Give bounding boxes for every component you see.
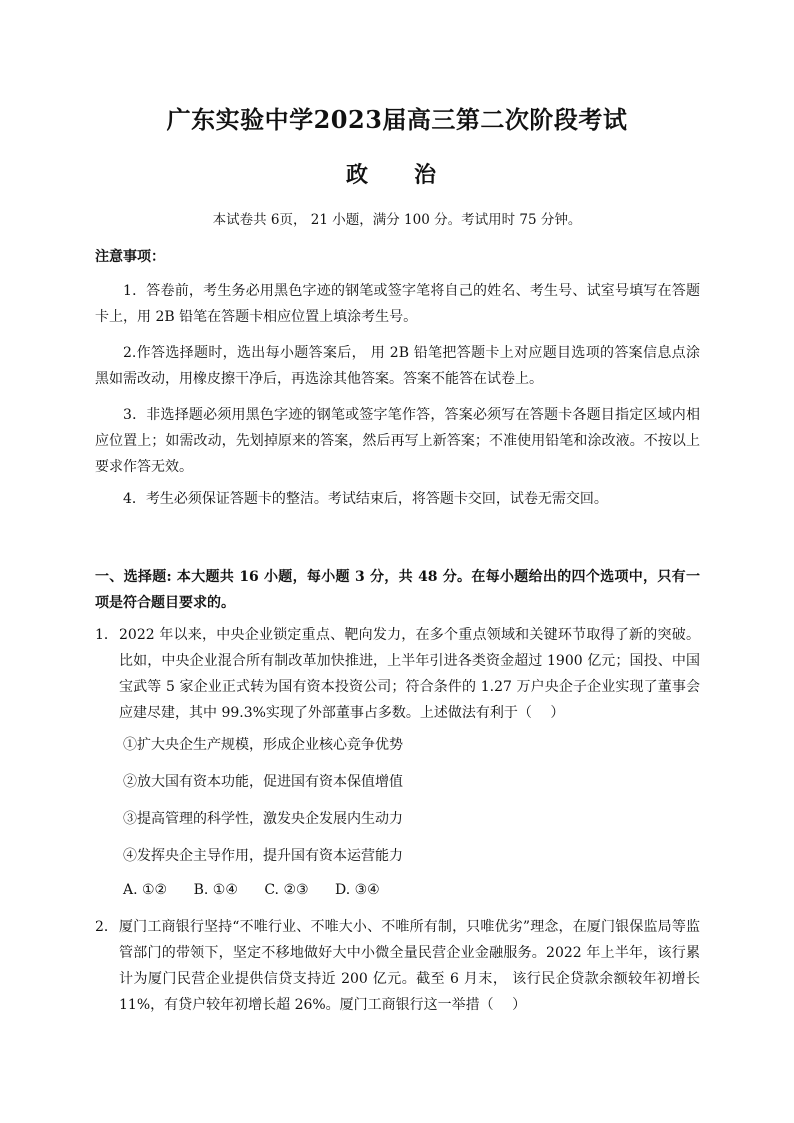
exam-title: 广东实验中学2023届高三第二次阶段考试 (166, 105, 628, 134)
notice-item-4: 4．考生必须保证答题卡的整洁。考试结束后，将答题卡交回，试卷无需交回。 (123, 491, 608, 507)
notice-item-3: 3．非选择题必须用黑色字迹的钢笔或签字笔作答，答案必须写在答题卡各题目指定区域内相应位置上；如需改动，先划掉原来的答案，然后再写上新答案；不准使用铅笔和涂改液。不按以上要求作答无效。 (95, 407, 700, 475)
option-3: ③提高管理的科学性，激发央企发展内生动力 (123, 811, 403, 827)
option-2: ②放大国有资本功能，促进国有资本保值增值 (123, 774, 403, 790)
choice-c: C. ②③ (264, 882, 309, 898)
choice-a: A. ①② (123, 882, 168, 898)
choice-d: D. ③④ (335, 882, 380, 898)
question-stem: 2022 年以来，中央企业锁定重点、靶向发力，在多个重点领域和关键环节取得了新的突破。比如，中央企业混合所有制改革加快推进，上半年引进各类资金超过 1900 亿元；国投、中国宝武等 5 家企业正式转为国有资本投资公司；符合条件的 1.27 万户央企子企业实现了董事会应建尽建，其中 99.3%实现了外部董事占多数。上述做法有利于（ ） (119, 627, 700, 721)
question-number: 2． (95, 919, 118, 935)
question-number: 1． (95, 627, 118, 643)
notice-title: 注意事项： (95, 249, 165, 265)
option-1: ①扩大央企生产规模，形成企业核心竞争优势 (123, 737, 403, 753)
question-stem: 厦门工商银行坚持“不唯行业、不唯大小、不唯所有制，只唯优劣”理念，在厦门银保监局等监管部门的带领下，坚定不移地做好大中小微全量民营企业金融服务。2022 年上半年，该行累计为厦门民营企业提供信贷支持近 200 亿元。截至 6 月末， 该行民企贷款余额较年初增长 11%，有贷户较年初增长超 26%。厦门工商银行这一举措（ ） (119, 919, 700, 1013)
option-4: ④发挥央企主导作用，提升国有资本运营能力 (123, 848, 403, 864)
question-2 (95, 914, 700, 1018)
section-heading: 一、选择题: 本大题共 16 小题，每小题 3 分，共 48 分。在每小题给出的四个选项中，只有一项是符合题目要求的。 (95, 569, 700, 611)
answer-choices (123, 882, 402, 898)
notice-item-2: 2.作答选择题时，选出每小题答案后， 用 2B 铅笔把答题卡上对应题目选项的答案信息点涂黑如需改动，用橡皮擦干净后，再选涂其他答案。答案不能答在试卷上。 (95, 345, 700, 387)
notice-item-1: 1．答卷前，考生务必用黑色字迹的钢笔或签字笔将自己的姓名、考生号、试室号填写在答题卡上，用 2B 铅笔在答题卡相应位置上填涂考生号。 (95, 283, 700, 325)
choice-b: B. ①④ (193, 882, 238, 898)
exam-info: 本试卷共 6页， 21 小题，满分 100 分。考试用时 75 分钟。 (212, 212, 582, 228)
exam-subject: 政 治 (345, 162, 448, 188)
question-1 (95, 622, 700, 726)
